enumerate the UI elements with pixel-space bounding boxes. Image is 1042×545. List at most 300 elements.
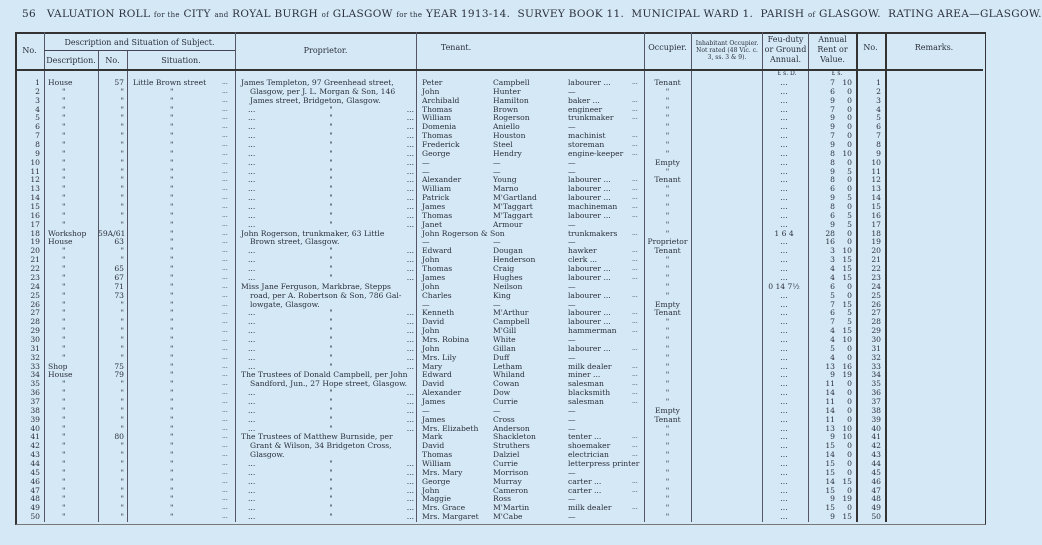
annual-shillings: 0 [847,184,852,194]
ditto-dots: ... [406,113,414,123]
annual-units: £ s. [831,70,843,77]
feu-duty: ... [780,450,788,460]
description: " [62,95,66,105]
row-number-right: 47 [871,485,881,495]
row-number: 13 [30,184,40,194]
feu-duty: ... [780,441,788,451]
proprietor-ditto [248,273,414,282]
row-number-right: 25 [871,290,881,300]
heading-text: GLASGOW [332,8,393,20]
situation-dots: ... [222,211,228,219]
annual-pounds: 15 [825,467,835,477]
tenant-trade-dots: ... [632,96,638,104]
situation: " [170,122,174,132]
table-row [0,459,1000,468]
tenant-surname: Dow [493,388,511,398]
occupier: " [665,255,670,265]
ditto-mark: " [329,512,333,522]
ditto-dots: ... [406,148,414,158]
description: " [62,175,66,185]
table-row [0,406,1000,415]
situation-dots: ... [222,273,228,281]
house-number: " [120,308,124,318]
tenant-forename: — [422,405,430,415]
proprietor-line: Grant & Wilson, 34 Bridgeton Cross, [250,441,392,451]
situation: " [170,396,174,406]
row-number-right: 26 [871,299,881,309]
row-number: 38 [30,405,40,415]
proprietor-line: The Trustees of Matthew Burnside, per [241,432,393,442]
row-number: 2 [35,86,40,96]
proprietor-ditto [248,406,414,415]
ditto-dots: ... [248,494,256,504]
occupier: " [665,494,670,504]
situation-dots: ... [222,194,228,202]
row-number: 18 [30,228,40,238]
ditto-dots: ... [248,140,256,150]
annual-shillings: 0 [847,122,852,132]
tenant-trade-dots: ... [632,185,638,193]
tenant-trade: baker ... [568,95,600,105]
ditto-dots: ... [248,193,256,203]
proprietor-ditto [248,326,414,335]
situation-dots: ... [222,149,228,157]
situation: " [170,414,174,424]
situation-dots: ... [222,141,228,149]
occupier: " [665,379,670,389]
ditto-dots: ... [248,343,256,353]
tenant-trade: labourer ... [568,290,611,300]
feu-duty: 0 14 7½ [768,281,800,291]
annual-shillings: 10 [842,246,852,256]
house-number: 59A/61 [98,228,126,238]
feu-duty: ... [780,396,788,406]
tenant-trade-dots: ... [632,265,638,273]
house-number: " [120,503,124,513]
row-number-right: 41 [871,432,881,442]
row-number-right: 11 [871,166,881,176]
tenant-forename: Mark [422,432,443,442]
occupier: " [665,361,670,371]
tenant-trade: carter ... [568,485,602,495]
row-number-right: 7 [876,131,881,141]
header-occupier: Occupier. [648,43,687,52]
feu-duty: ... [780,78,788,87]
feu-duty: ... [780,237,788,247]
tenant-forename: Peter [422,78,443,87]
header-situation: Situation. [161,56,201,65]
feu-duty: ... [780,361,788,371]
row-number-right: 27 [871,308,881,318]
feu-duty: ... [780,193,788,203]
table-row [0,229,1000,238]
tenant-forename: James [422,396,446,406]
description: " [62,219,66,229]
annual-shillings: 15 [842,476,852,486]
row-number-right: 21 [871,255,881,265]
tenant-surname: Ross [493,494,512,504]
feu-duty: ... [780,131,788,141]
proprietor-ditto [248,140,414,149]
situation: " [170,113,174,123]
situation: " [170,104,174,114]
tenant-trade: — [568,166,576,176]
occupier: " [665,476,670,486]
tenant-surname: — [493,157,501,167]
ditto-dots: ... [406,352,414,362]
occupier: " [665,140,670,150]
tenant-forename: Charles [422,290,452,300]
row-number: 17 [30,219,40,229]
tenant-surname: Gillan [493,343,516,353]
description: " [62,467,66,477]
feu-duty: ... [780,104,788,114]
ditto-dots: ... [406,210,414,220]
tenant-trade: trunkmakers [568,228,618,238]
description: " [62,317,66,327]
house-number: 67 [114,272,124,282]
house-number: " [120,113,124,123]
house-number: " [120,95,124,105]
description: " [62,432,66,442]
situation-dots: ... [222,291,228,299]
tenant-surname: — [493,299,501,309]
row-number-right: 24 [871,281,881,291]
annual-shillings: 10 [842,148,852,158]
tenant-trade: trunkmaker [568,113,614,123]
proprietor-ditto [248,317,414,326]
tenant-forename: Maggie [422,494,451,504]
tenant-forename: Edward [422,370,452,380]
annual-pounds: 4 [830,352,835,362]
tenant-surname: Houston [493,131,526,141]
situation-dots: ... [222,265,228,273]
tenant-surname: Armour [493,219,523,229]
row-number-right: 32 [871,352,881,362]
row-number: 23 [30,272,40,282]
row-number: 32 [30,352,40,362]
situation: " [170,423,174,433]
situation: " [170,388,174,398]
feu-duty: ... [780,210,788,220]
situation: " [170,450,174,460]
occupier: " [665,184,670,194]
proprietor-ditto [248,308,414,317]
occupier: Tenant [654,414,681,424]
situation: " [170,264,174,274]
feu-duty: 1 6 4 [774,228,794,238]
proprietor-ditto [248,211,414,220]
table-row [0,105,1000,114]
ditto-mark: " [329,494,333,504]
annual-pounds: 7 [830,104,835,114]
house-number: " [120,379,124,389]
tenant-trade: electrician [568,450,609,460]
ditto-dots: ... [406,175,414,185]
annual-pounds: 8 [830,202,835,212]
situation-dots: ... [222,203,228,211]
ditto-dots: ... [406,131,414,141]
tenant-trade: — [568,467,576,477]
situation-dots: ... [222,380,228,388]
row-number: 24 [30,281,40,291]
description: " [62,264,66,274]
tenant-forename: Janet [422,219,443,229]
annual-pounds: 15 [825,441,835,451]
annual-pounds: 9 [830,140,835,150]
row-number-right: 4 [876,104,881,114]
tenant-forename: George [422,476,451,486]
tenant-surname: Neilson [493,281,523,291]
annual-pounds: 5 [830,290,835,300]
tenant-trade: — [568,86,576,96]
table-row [0,87,1000,96]
proprietor-line: Miss Jane Ferguson, Markbrae, Stepps [241,281,391,291]
situation-dots: ... [222,397,228,405]
table-row [0,344,1000,353]
tenant-trade: machineman [568,202,618,212]
table-row [0,326,1000,335]
tenant-forename: Thomas [422,264,453,274]
proprietor-ditto [248,167,414,176]
proprietor-ditto [248,477,414,486]
description: " [62,86,66,96]
tenant-trade: — [568,494,576,504]
tenant-forename: Mrs. Elizabeth [422,423,479,433]
annual-shillings: 10 [842,423,852,433]
ditto-mark: " [329,219,333,229]
header-number: No. [105,56,120,65]
tenant-surname: Young [493,175,517,185]
description: " [62,388,66,398]
occupier: " [665,113,670,123]
description: " [62,441,66,451]
ditto-mark: " [329,423,333,433]
ditto-dots: ... [406,494,414,504]
row-number: 40 [30,423,40,433]
ditto-mark: " [329,405,333,415]
feu-duty: ... [780,95,788,105]
annual-pounds: 8 [830,148,835,158]
row-number: 6 [35,122,40,132]
tenant-trade: hammerman [568,326,617,336]
tenant-surname: M'Taggart [493,202,533,212]
annual-shillings: 15 [842,255,852,265]
situation: " [170,343,174,353]
annual-shillings: 5 [847,219,852,229]
row-number: 46 [30,476,40,486]
occupier: Tenant [654,78,681,87]
row-number: 47 [30,485,40,495]
table-row [0,131,1000,140]
house-number: " [120,343,124,353]
proprietor-ditto [248,113,414,122]
feu-duty: ... [780,148,788,158]
heading-text: CITY [183,8,211,20]
house-number: " [120,441,124,451]
tenant-surname: Henderson [493,255,536,265]
description: " [62,193,66,203]
situation-dots: ... [222,459,228,467]
tenant-trade-dots: ... [632,149,638,157]
annual-pounds: 11 [825,379,835,389]
house-number: " [120,86,124,96]
situation-dots: ... [222,229,228,237]
proprietor-ditto [248,264,414,273]
heading-text: of [321,11,330,19]
tenant-trade: salesman [568,379,604,389]
tenant-trade: engine-keeper [568,148,624,158]
description: " [62,299,66,309]
description: " [62,503,66,513]
situation-dots: ... [222,247,228,255]
situation: " [170,228,174,238]
heading-text: of [807,11,816,19]
table-row [0,353,1000,362]
annual-shillings: 0 [847,396,852,406]
ditto-dots: ... [406,264,414,274]
house-number: " [120,210,124,220]
ditto-dots: ... [406,193,414,203]
row-number: 33 [30,361,40,371]
situation-dots: ... [222,371,228,379]
table-row [0,220,1000,229]
tenant-forename: Mary [422,361,443,371]
annual-shillings: 10 [842,334,852,344]
feu-units: £ s. D. [777,70,797,77]
feu-duty: ... [780,334,788,344]
annual-pounds: 4 [830,334,835,344]
tenant-trade-dots: ... [632,486,638,494]
ditto-mark: " [329,343,333,353]
tenant-surname: Marno [493,184,519,194]
ditto-dots: ... [406,255,414,265]
ditto-dots: ... [406,317,414,327]
description: " [62,281,66,291]
annual-pounds: 4 [830,264,835,274]
ditto-dots: ... [406,423,414,433]
annual-shillings: 0 [847,503,852,513]
table-row [0,78,1000,87]
occupier: " [665,193,670,203]
ditto-dots: ... [248,458,256,468]
row-number-right: 45 [871,467,881,477]
annual-pounds: 8 [830,157,835,167]
feu-duty: ... [780,388,788,398]
tenant-trade: tenter ... [568,432,602,442]
tenant-forename: Domenia [422,122,457,132]
situation: " [170,503,174,513]
row-number-right: 46 [871,476,881,486]
proprietor-ditto [248,246,414,255]
row-number: 12 [30,175,40,185]
ditto-mark: " [329,485,333,495]
situation-dots: ... [222,167,228,175]
ditto-dots: ... [248,246,256,256]
annual-pounds: 6 [830,308,835,318]
tenant-trade: — [568,512,576,522]
occupier: Tenant [654,246,681,256]
annual-pounds: 9 [830,370,835,380]
description: " [62,485,66,495]
situation: Little Brown street [133,78,207,87]
feu-duty: ... [780,485,788,495]
tenant-surname: Rogerson [493,113,530,123]
occupier: " [665,272,670,282]
proprietor-ditto [248,353,414,362]
tenant-surname: M'Martin [493,503,530,513]
proprietor-line: road, per A. Robertson & Son, 786 Gal- [250,290,402,300]
row-number-right: 1 [876,78,881,87]
tenant-surname: Whiland [493,370,525,380]
tenant-surname: Brown [493,104,519,114]
row-number-right: 30 [871,334,881,344]
annual-shillings: 16 [842,361,852,371]
ditto-dots: ... [248,113,256,123]
tenant-trade-dots: ... [632,380,638,388]
situation: " [170,512,174,522]
tenant-surname: Cowan [493,379,520,389]
ditto-mark: " [329,326,333,336]
ditto-dots: ... [406,104,414,114]
header-no-2: No. [863,43,878,52]
annual-shillings: 0 [847,228,852,238]
feu-duty: ... [780,423,788,433]
row-number: 28 [30,317,40,327]
annual-pounds: 9 [830,122,835,132]
occupier: " [665,503,670,513]
ditto-dots: ... [406,414,414,424]
house-number: 57 [114,78,124,87]
tenant-surname: Cameron [493,485,529,495]
table-row [0,264,1000,273]
house-number: " [120,175,124,185]
tenant-trade: — [568,352,576,362]
ditto-dots: ... [248,148,256,158]
tenant-surname: Hunter [493,86,521,96]
occupier: " [665,485,670,495]
row-number-right: 34 [871,370,881,380]
tenant-trade-dots: ... [632,194,638,202]
feu-duty: ... [780,166,788,176]
tenant-forename: James [422,414,446,424]
situation: " [170,148,174,158]
table-row [0,317,1000,326]
table-row [0,184,1000,193]
occupier: Proprietor [647,237,688,247]
occupier: " [665,210,670,220]
row-number: 30 [30,334,40,344]
ditto-dots: ... [406,467,414,477]
annual-pounds: 14 [825,405,835,415]
occupier: " [665,317,670,327]
situation: " [170,352,174,362]
proprietor-ditto [248,424,414,433]
table-row [0,432,1000,441]
annual-shillings: 0 [847,458,852,468]
tenant-trade: labourer ... [568,193,611,203]
annual-shillings: 0 [847,405,852,415]
occupier: " [665,104,670,114]
description: " [62,113,66,123]
proprietor-line: Brown street, Glasgow. [250,237,340,247]
house-number: " [120,131,124,141]
description: " [62,343,66,353]
situation-dots: ... [222,451,228,459]
ditto-mark: " [329,255,333,265]
ditto-dots: ... [248,326,256,336]
proprietor-ditto [248,158,414,167]
